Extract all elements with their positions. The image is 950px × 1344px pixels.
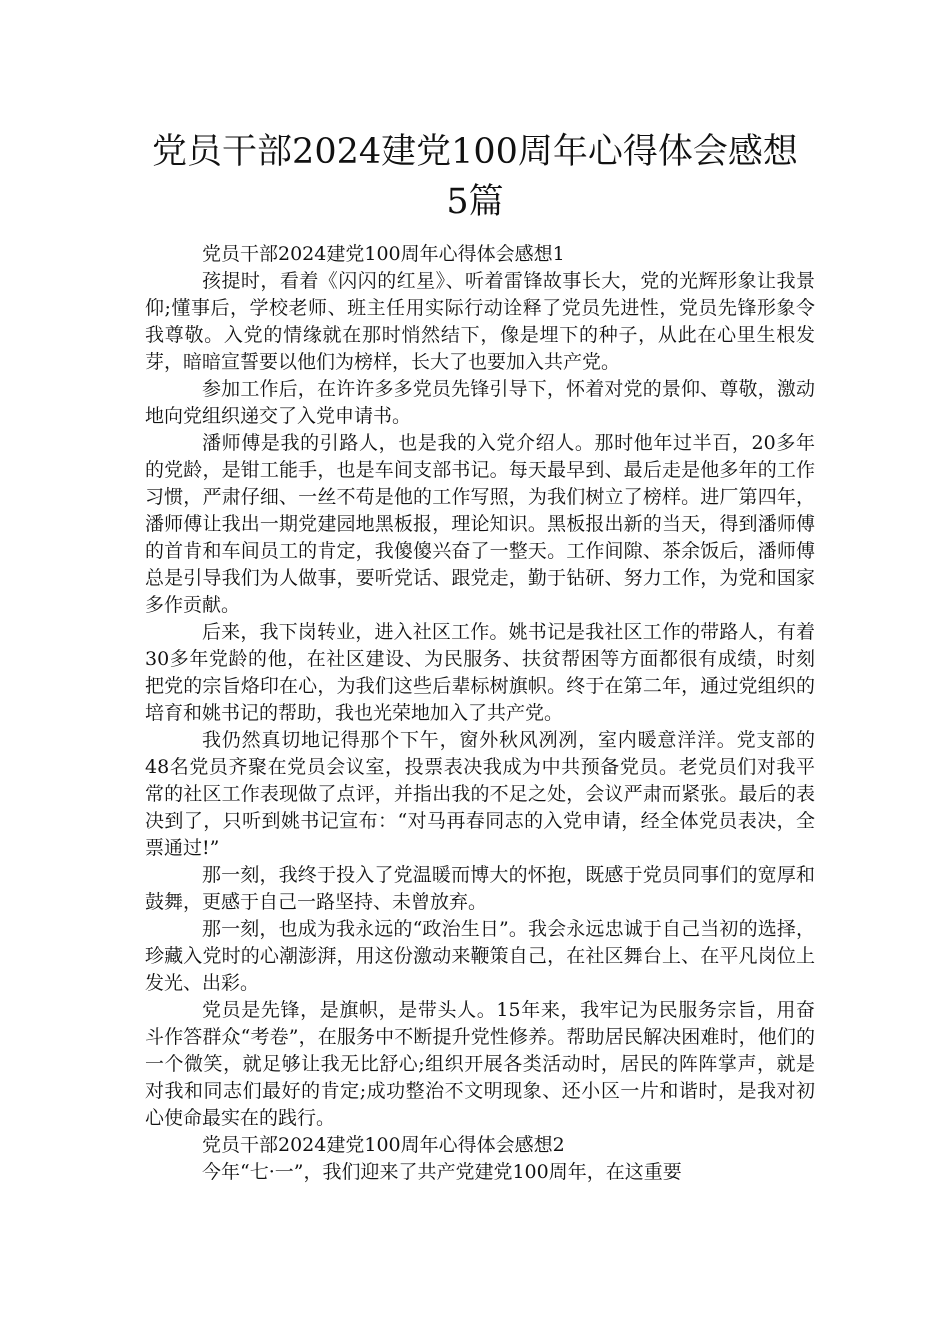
- document-title: 党员干部2024建党100周年心得体会感想: [152, 132, 798, 172]
- paragraph: 潘师傅是我的引路人，也是我的入党介绍人。那时他年过半百，20多年的党龄，是钳工能手，也是车间支部书记。每天最早到、最后走是他多年的工作习惯，严肃仔细、一丝不苟是他的工作写照，为我们树立了榜样。进厂第四年，潘师傅让我出一期党建园地黑板报，理论知识。黑板报出新的当天，得到潘师傅的首肯和车间员工的肯定，我傻傻兴奋了一整天。工作间隙、茶余饭后，潘师傅总是引导我们为人做事，要听党话、跟党走，勤于钻研、努力工作，为党和国家多作贡献。: [145, 432, 815, 616]
- section-heading: 党员干部2024建党100周年心得体会感想1: [202, 243, 565, 265]
- paragraph: 党员是先锋，是旗帜，是带头人。15年来，我牢记为民服务宗旨，用奋斗作答群众“考卷”，在服务中不断提升党性修养。帮助居民解决困难时，他们的一个微笑，就足够让我无比舒心;组织开展各类活动时，居民的阵阵掌声，就是对我和同志们最好的肯定;成功整治不文明现象、还小区一片和谐时，是我对初心使命最实在的践行。: [145, 999, 815, 1129]
- section-heading: 党员干部2024建党100周年心得体会感想2: [202, 1134, 565, 1156]
- document-title-continued: 5篇: [446, 182, 504, 222]
- paragraph: 今年“七·一”，我们迎来了共产党建党100周年，在这重要: [202, 1161, 682, 1183]
- document-body: [145, 241, 815, 1186]
- paragraph: 那一刻，我终于投入了党温暖而博大的怀抱，既感于党员同事们的宽厚和鼓舞，更感于自己一路坚持、未曾放弃。: [145, 864, 815, 913]
- paragraph: 参加工作后，在许许多多党员先锋引导下，怀着对党的景仰、尊敬，激动地向党组织递交了入党申请书。: [145, 378, 815, 427]
- paragraph: 后来，我下岗转业，进入社区工作。姚书记是我社区工作的带路人，有着30多年党龄的他，在社区建设、为民服务、扶贫帮困等方面都很有成绩，时刻把党的宗旨烙印在心，为我们这些后辈标树旗帜。终于在第二年，通过党组织的培育和姚书记的帮助，我也光荣地加入了共产党。: [145, 621, 815, 724]
- paragraph: 那一刻，也成为我永远的“政治生日”。我会永远忠诚于自己当初的选择，珍藏入党时的心潮澎湃，用这份激动来鞭策自己，在社区舞台上、在平凡岗位上发光、出彩。: [145, 918, 815, 994]
- paragraph: 我仍然真切地记得那个下午，窗外秋风冽冽，室内暖意洋洋。党支部的48名党员齐聚在党员会议室，投票表决我成为中共预备党员。老党员们对我平常的社区工作表现做了点评，并指出我的不足之处，会议严肃而紧张。最后的表决到了，只听到姚书记宣布：“对马再春同志的入党申请，经全体党员表决，全票通过!”: [145, 729, 815, 859]
- paragraph: 孩提时，看着《闪闪的红星》、听着雷锋故事长大，党的光辉形象让我景仰;懂事后，学校老师、班主任用实际行动诠释了党员先进性，党员先锋形象令我尊敬。入党的情缘就在那时悄然结下，像是埋下的种子，从此在心里生根发芽，暗暗宣誓要以他们为榜样，长大了也要加入共产党。: [145, 270, 815, 373]
